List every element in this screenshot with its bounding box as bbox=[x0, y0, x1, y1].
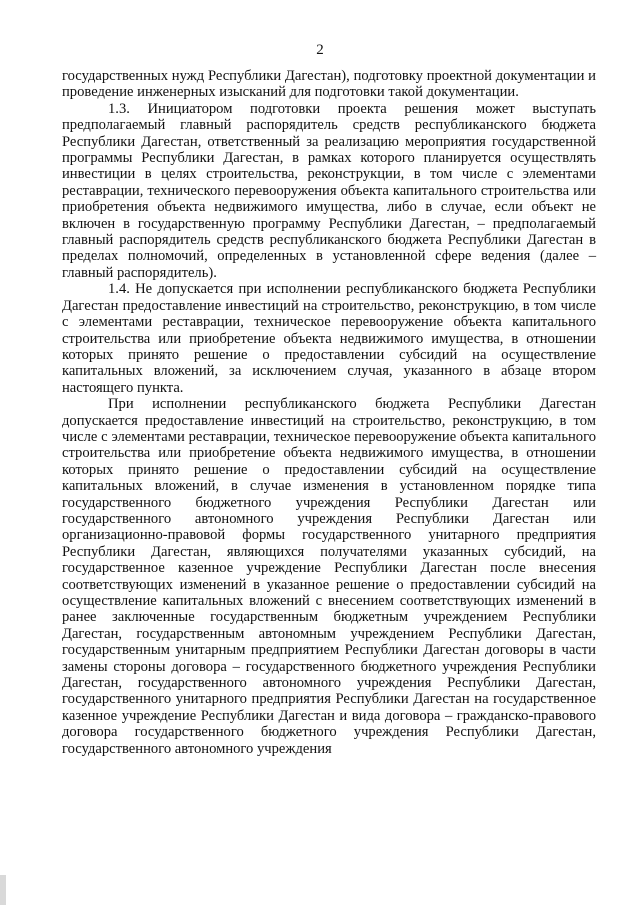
paragraph-exception: При исполнении республиканского бюджета Республики Дагестан допускается предоставление инвестиций на строительство, реконструкцию, в том числе с элементами реставрации, техническое перевооружение объекта капитального строительства или приобретение объекта недвижимого имущества, в отношении которых принято решение о предоставлении субсидий на осуществление капитальных вложений, в случае изменения в установленном порядке типа государственного бюджетного учреждения Республики Дагестан или государственного автономного учреждения Республики Дагестан или организационно-правовой формы государственного унитарного предприятия Республики Дагестан, являющихся получателями указанных субсидий, на государственное казенное учреждение Республики Дагестан после внесения соответствующих изменений в указанное решение о предоставлении субсидий на осуществление капитальных вложений с внесением соответствующих изменений в ранее заключенные государственным бюджетным учреждением Республики Дагестан, государственным автономным учреждением Республики Дагестан, государственным унитарным предприятием Республики Дагестан договоры в части замены стороны договора – государственного бюджетного учреждения Республики Дагестан, государственного автономного учреждения Республики Дагестан, государственного унитарного предприятия Республики Дагестан на государственное казенное учреждение Республики Дагестан и вида договора – гражданско-правового договора государственного бюджетного учреждения Республики Дагестан, государственного автономного учреждения bbox=[62, 396, 596, 757]
page-number: 2 bbox=[316, 42, 324, 58]
paragraph-1-3-initiator: 1.3. Инициатором подготовки проекта решения может выступать предполагаемый главный распорядитель средств республиканского бюджета Республики Дагестан, ответственный за реализацию мероприятия государственной программы Республики Дагестан, в рамках которого планируется осуществлять инвестиции в целях строительства, реконструкции, в том числе с элементами реставрации, технического перевооружения объекта капитального строительства или приобретения объекта недвижимого имущества, либо в случае, если объект не включен в государственную программу Республики Дагестан, – предполагаемый главный распорядитель средств республиканского бюджета Республики Дагестан в пределах полномочий, определенных в установленной сфере ведения (далее – главный распорядитель). bbox=[62, 100, 596, 281]
paragraph-continuation: государственных нужд Республики Дагестан), подготовку проектной документации и проведение инженерных изысканий для подготовки такой документации. bbox=[62, 68, 596, 101]
document-body bbox=[62, 68, 596, 757]
paragraph-1-4-prohibition: 1.4. Не допускается при исполнении республиканского бюджета Республики Дагестан предоставление инвестиций на строительство, реконструкцию, в том числе с элементами реставрации, техническое перевооружение объекта капитального строительства или приобретение объекта недвижимого имущества, в отношении которых принято решение о предоставлении субсидий на осуществление капитальных вложений, за исключением случая, указанного в абзаце втором настоящего пункта. bbox=[62, 281, 596, 396]
scan-edge-mark bbox=[0, 875, 6, 905]
